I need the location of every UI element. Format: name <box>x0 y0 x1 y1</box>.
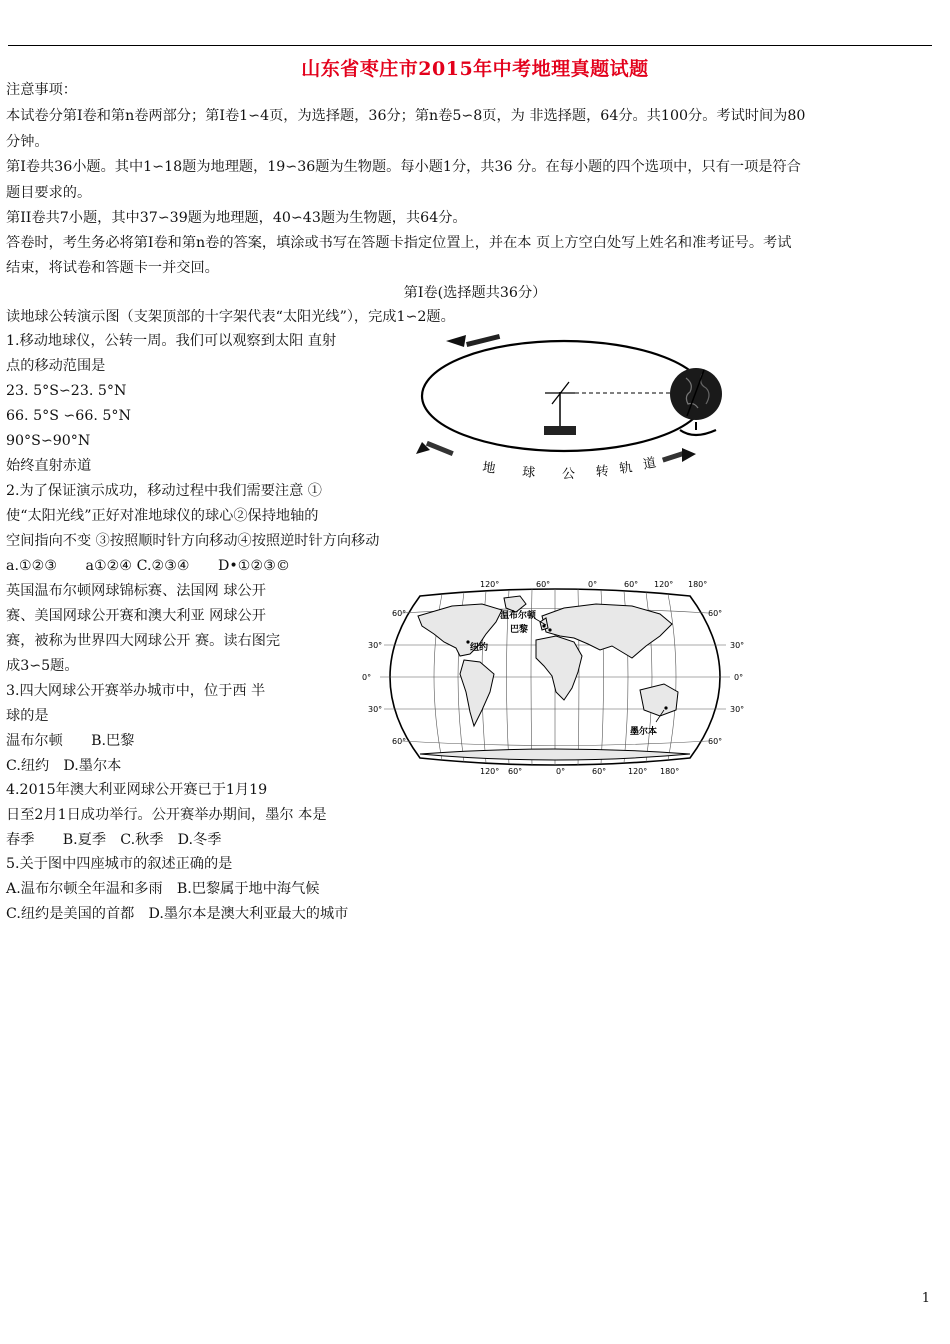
intro-q3: 英国温布尔顿网球锦标赛、法国网 球公开 <box>6 583 266 599</box>
lon-label: 180° <box>688 580 708 589</box>
globe-stand-icon <box>680 430 716 435</box>
lon-label: 0° <box>588 580 598 589</box>
q2-stem: 2.为了保证演示成功，移动过程中我们需要注意 ① <box>6 483 322 499</box>
orbit-caption: 轨 <box>618 460 634 477</box>
section-title: 第Ⅰ卷(选择题共36分） <box>403 285 547 301</box>
lat-label: 0° <box>362 673 372 682</box>
city-label-newyork: 纽约 <box>470 643 489 653</box>
orbit-arrow-icon <box>466 334 500 347</box>
notes-line: 第II卷共7小题，其中37∽39题为地理题，40∽43题为生物题，共64分。 <box>6 210 467 226</box>
lon-label: 120° <box>480 767 500 776</box>
intro-q1: 读地球公转演示图（支架顶部的十字架代表“太阳光线”），完成1∽2题。 <box>6 309 455 325</box>
orbit-caption: 转 <box>595 464 610 480</box>
q4-stem: 日至2月1日成功举行。公开赛举办期间，墨尔 本是 <box>6 807 327 823</box>
q1-option-d: 始终直射赤道 <box>6 458 92 474</box>
globe-icon <box>670 368 722 420</box>
intro-q3: 赛，被称为世界四大网球公开 赛。读右图完 <box>6 633 281 649</box>
lat-label: 60° <box>708 737 723 746</box>
lon-label: 60° <box>508 767 523 776</box>
page-number: 1 <box>921 1291 930 1306</box>
notes-line: 本试卷分第Ⅰ卷和第n卷两部分；第Ⅰ卷1∽4页，为选择题，36分；第n卷5∽8页，为 非选择题，64分。共100分。考试时间为80 <box>6 108 806 124</box>
lon-label: 120° <box>654 580 674 589</box>
orbit-arrow-icon <box>426 441 454 456</box>
lat-label: 60° <box>392 609 407 618</box>
lat-label: 30° <box>730 705 745 714</box>
q5-options: C.纽约是美国的首都 D.墨尔本是澳大利亚最大的城市 <box>6 906 349 922</box>
q1-option-b: 66. 5°S ∽66. 5°N <box>6 408 131 424</box>
orbit-caption: 道 <box>641 455 658 473</box>
q2-stem: 使“太阳光线”正好对准地球仪的球心②保持地轴的 <box>6 508 319 524</box>
notes-line: 题目要求的。 <box>6 185 92 201</box>
lon-label: 120° <box>480 580 500 589</box>
lon-label: 120° <box>628 767 648 776</box>
q1-stem: 点的移动范围是 <box>6 358 106 374</box>
notes-line: 分钟。 <box>6 134 49 150</box>
q1-option-c: 90°S∽90°N <box>6 433 91 449</box>
city-label-melbourne: 墨尔本 <box>630 727 658 737</box>
orbit-caption: 球 <box>521 465 536 481</box>
q2-options: a.①②③ a①②④ C.②③④ D•①②③© <box>6 558 291 574</box>
orbit-arrow-icon <box>682 448 696 462</box>
lat-label: 60° <box>708 609 723 618</box>
lon-label: 180° <box>660 767 680 776</box>
lon-label: 60° <box>592 767 607 776</box>
lon-label: 60° <box>624 580 639 589</box>
lat-label: 30° <box>730 641 745 650</box>
q4-stem: 4.2015年澳大利亚网球公开赛已于1月19 <box>6 782 268 798</box>
lat-label: 60° <box>392 737 407 746</box>
q3-stem: 3.四大网球公开赛举办城市中，位于西 半 <box>6 683 266 699</box>
orbit-caption: 地 <box>481 460 497 477</box>
intro-q3: 赛、美国网球公开赛和澳大利亚 网球公开 <box>6 608 266 624</box>
q1-option-a: 23. 5°S∽23. 5°N <box>6 383 127 399</box>
q1-stem: 1.移动地球仪，公转一周。我们可以观察到太阳 直射 <box>6 333 337 349</box>
q2-stem: 空间指向不变 ③按照顺时针方向移动④按照逆时针方向移动 <box>6 533 380 549</box>
orbit-caption: 公 <box>562 467 576 482</box>
lat-label: 30° <box>368 705 383 714</box>
notes-heading: 注意事项： <box>6 82 77 98</box>
lon-label: 0° <box>556 767 566 776</box>
lon-label: 60° <box>536 580 551 589</box>
q3-options: C.纽约 D.墨尔本 <box>6 758 122 774</box>
world-map <box>360 576 750 776</box>
q3-options: 温布尔顿 B.巴黎 <box>6 733 135 749</box>
stand-base-icon <box>544 426 576 435</box>
top-rule <box>8 45 932 46</box>
page-title: 山东省枣庄市2015年中考地理真题试题 <box>301 58 649 80</box>
q3-stem: 球的是 <box>6 708 49 724</box>
q5-stem: 5.关于图中四座城市的叙述正确的是 <box>6 856 233 872</box>
city-label-wimbledon: 温布尔顿 <box>500 611 537 621</box>
lat-label: 30° <box>368 641 383 650</box>
lat-label: 0° <box>734 673 744 682</box>
intro-q3: 成3∽5题。 <box>6 658 79 674</box>
orbit-diagram <box>404 326 724 486</box>
notes-line: 答卷时，考生务必将第Ⅰ卷和第n卷的答案，填涂或书写在答题卡指定位置上，并在本 页上方空白处写上姓名和准考证号。考试 <box>6 235 792 251</box>
orbit-arrow-icon <box>446 335 466 347</box>
q4-options: 春季 B.夏季 C.秋季 D.冬季 <box>6 832 222 848</box>
notes-line: 结束，将试卷和答题卡一并交回。 <box>6 260 219 276</box>
city-label-paris: 巴黎 <box>510 625 529 635</box>
q5-options: A.温布尔顿全年温和多雨 B.巴黎属于地中海气候 <box>6 881 320 897</box>
notes-line: 第Ⅰ卷共36小题。其中1∽18题为地理题，19∽36题为生物题。每小题1分，共36 分。在每小题的四个选项中，只有一项是符合 <box>6 159 801 175</box>
